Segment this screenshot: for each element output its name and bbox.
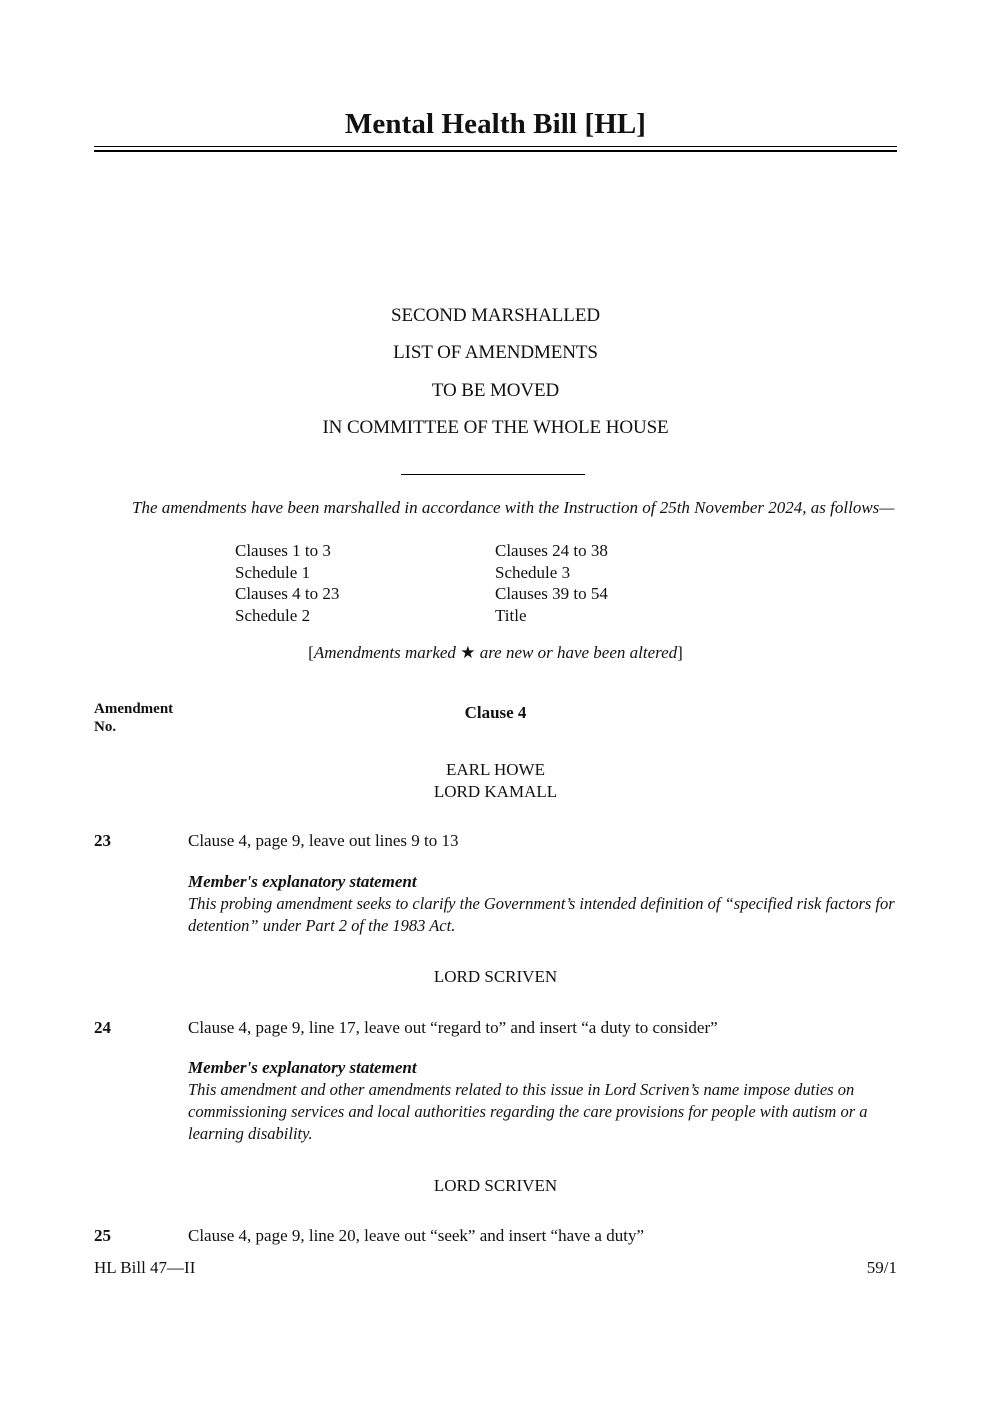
sponsor-block <box>94 966 897 988</box>
amendment-number: 25 <box>94 1226 111 1245</box>
title-rule-thick <box>94 150 897 152</box>
open-bracket: [ <box>308 643 314 662</box>
star-legend-text-after: are new or have been altered <box>475 643 678 662</box>
label-line-2: No. <box>94 719 117 735</box>
order-item: Clauses 24 to 38 <box>495 541 608 560</box>
subtitle-line-4: IN COMMITTEE OF THE WHOLE HOUSE <box>322 417 669 438</box>
star-icon: ★ <box>460 643 476 662</box>
subtitle-line-2: LIST OF AMENDMENTS <box>393 342 598 363</box>
explanatory-heading: Member's explanatory statement <box>188 1058 417 1077</box>
clause-heading: Clause 4 <box>464 703 527 722</box>
order-item: Schedule 2 <box>235 605 311 625</box>
section-divider <box>401 474 585 475</box>
amendment-text: Clause 4, page 9, line 17, leave out “regard to” and insert “a duty to consider” <box>188 1018 718 1037</box>
sponsor-name: LORD KAMALL <box>433 782 558 801</box>
explanatory-statement: This amendment and other amendments related to this issue in Lord Scriven’s name impose duties on commissioning services and local authorities regarding the care provisions for people with autism or a learning disability. <box>188 1080 868 1143</box>
amendment-number: 24 <box>94 1018 111 1037</box>
explanatory-heading: Member's explanatory statement <box>188 872 417 891</box>
explanatory-statement: This probing amendment seeks to clarify the Government’s intended definition of “specified risk factors for detention” under Part 2 of the 1983 Act. <box>188 894 895 935</box>
amendment-number: 23 <box>94 831 111 850</box>
label-line-1: Amendment <box>94 701 174 717</box>
page-reference: 59/1 <box>866 1258 897 1277</box>
sponsor-name: EARL HOWE <box>446 760 545 779</box>
marshalling-order-left <box>235 540 339 626</box>
star-legend-text-before: Amendments marked <box>313 643 461 662</box>
sponsor-name: LORD SCRIVEN <box>433 1176 558 1195</box>
order-item: Title <box>495 605 527 625</box>
amendment-text: Clause 4, page 9, line 20, leave out “seek” and insert “have a duty” <box>188 1226 644 1245</box>
marshalling-order-right <box>495 540 608 626</box>
subtitle-line-1: SECOND MARSHALLED <box>391 305 600 326</box>
bill-reference: HL Bill 47—II <box>94 1258 196 1277</box>
star-legend <box>94 643 897 663</box>
title-rule-thin <box>94 146 897 147</box>
marshalling-instruction: The amendments have been marshalled in accordance with the Instruction of 25th November 2024, as follows— <box>132 498 895 517</box>
order-item: Clauses 39 to 54 <box>495 584 608 603</box>
sponsor-block <box>94 759 897 803</box>
order-item: Schedule 1 <box>235 562 311 582</box>
bill-title: Mental Health Bill [HL] <box>344 108 647 140</box>
amendment-text: Clause 4, page 9, leave out lines 9 to 13 <box>188 831 459 850</box>
order-item: Clauses 4 to 23 <box>235 584 340 603</box>
order-item: Clauses 1 to 3 <box>235 541 331 560</box>
subtitle-line-3: TO BE MOVED <box>431 380 560 401</box>
sponsor-name: LORD SCRIVEN <box>433 967 558 986</box>
order-item: Schedule 3 <box>495 562 571 582</box>
sponsor-block <box>94 1175 897 1197</box>
close-bracket: ] <box>677 643 683 662</box>
